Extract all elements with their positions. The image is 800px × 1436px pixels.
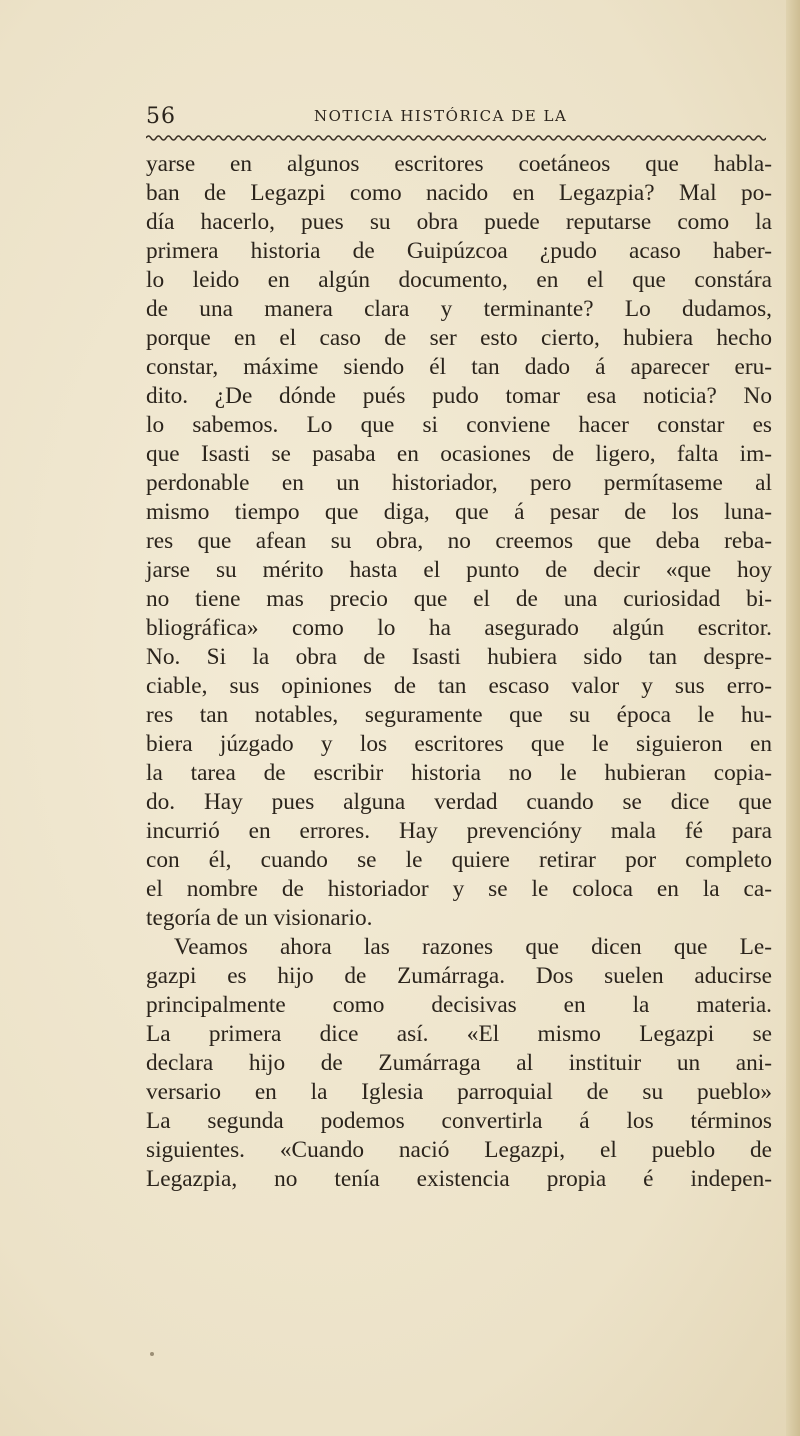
text-line: principalmente como decisivas en la materia. bbox=[146, 992, 772, 1018]
page-number: 56 bbox=[146, 104, 176, 129]
text-line: incurrió en errores. Hay prevencióny mala fé para bbox=[146, 818, 772, 844]
text-line: que Isasti se pasaba en ocasiones de ligero, falta im- bbox=[146, 441, 772, 467]
text-line: con él, cuando se le quiere retirar por completo bbox=[146, 847, 772, 873]
text-line: res tan notables, seguramente que su época le hu- bbox=[146, 702, 772, 728]
running-title: NOTICIA HISTÓRICA DE LA bbox=[314, 107, 568, 125]
text-line: yarse en algunos escritores coetáneos que habla- bbox=[146, 151, 772, 177]
text-line: do. Hay pues alguna verdad cuando se dice que bbox=[146, 789, 772, 815]
text-line: Legazpia, no tenía existencia propia é indepen- bbox=[146, 1166, 772, 1192]
text-line: dito. ¿De dónde pués pudo tomar esa noticia? No bbox=[146, 383, 772, 409]
text-line: perdonable en un historiador, pero permítaseme al bbox=[146, 470, 772, 496]
text-line: día hacerlo, pues su obra puede reputarse como la bbox=[146, 209, 772, 235]
body-text bbox=[146, 150, 772, 1194]
text-line: ciable, sus opiniones de tan escaso valor y sus erro- bbox=[146, 673, 772, 699]
decorative-wavy-rule bbox=[146, 134, 766, 142]
text-line: porque en el caso de ser esto cierto, hubiera hecho bbox=[146, 325, 772, 351]
text-line: primera historia de Guipúzcoa ¿pudo acaso haber- bbox=[146, 238, 772, 264]
ink-speck bbox=[150, 1352, 154, 1356]
running-head bbox=[146, 104, 766, 134]
text-line: res que afean su obra, no creemos que deba reba- bbox=[146, 528, 772, 554]
text-line: la tarea de escribir historia no le hubieran copia- bbox=[146, 760, 772, 786]
text-line: constar, máxime siendo él tan dado á aparecer eru- bbox=[146, 354, 772, 380]
text-line: ban de Legazpi como nacido en Legazpia? Mal po- bbox=[146, 180, 772, 206]
text-line: Veamos ahora las razones que dicen que Le- bbox=[174, 934, 772, 960]
text-line: La primera dice así. «El mismo Legazpi se bbox=[146, 1021, 772, 1047]
text-line: gazpi es hijo de Zumárraga. Dos suelen aducirse bbox=[146, 963, 772, 989]
text-line: La segunda podemos convertirla á los términos bbox=[146, 1108, 772, 1134]
text-line: No. Si la obra de Isasti hubiera sido tan despre- bbox=[146, 644, 772, 670]
text-line: no tiene mas precio que el de una curiosidad bi- bbox=[146, 586, 772, 612]
text-line: de una manera clara y terminante? Lo dudamos, bbox=[146, 296, 772, 322]
text-line: bliográfica» como lo ha asegurado algún escritor. bbox=[146, 615, 772, 641]
text-line: biera júzgado y los escritores que le siguieron en bbox=[146, 731, 772, 757]
text-line: lo sabemos. Lo que si conviene hacer constar es bbox=[146, 412, 772, 438]
page-edge bbox=[786, 0, 800, 1436]
text-line: declara hijo de Zumárraga al instituir un ani- bbox=[146, 1050, 772, 1076]
text-line: tegoría de un visionario. bbox=[146, 905, 373, 931]
text-line: el nombre de historiador y se le coloca en la ca- bbox=[146, 876, 772, 902]
text-line: jarse su mérito hasta el punto de decir «que hoy bbox=[146, 557, 772, 583]
text-line: lo leido en algún documento, en el que constára bbox=[146, 267, 772, 293]
text-line: versario en la Iglesia parroquial de su pueblo» bbox=[146, 1079, 772, 1105]
text-line: mismo tiempo que diga, que á pesar de los luna- bbox=[146, 499, 772, 525]
text-line: siguientes. «Cuando nació Legazpi, el pueblo de bbox=[146, 1137, 772, 1163]
